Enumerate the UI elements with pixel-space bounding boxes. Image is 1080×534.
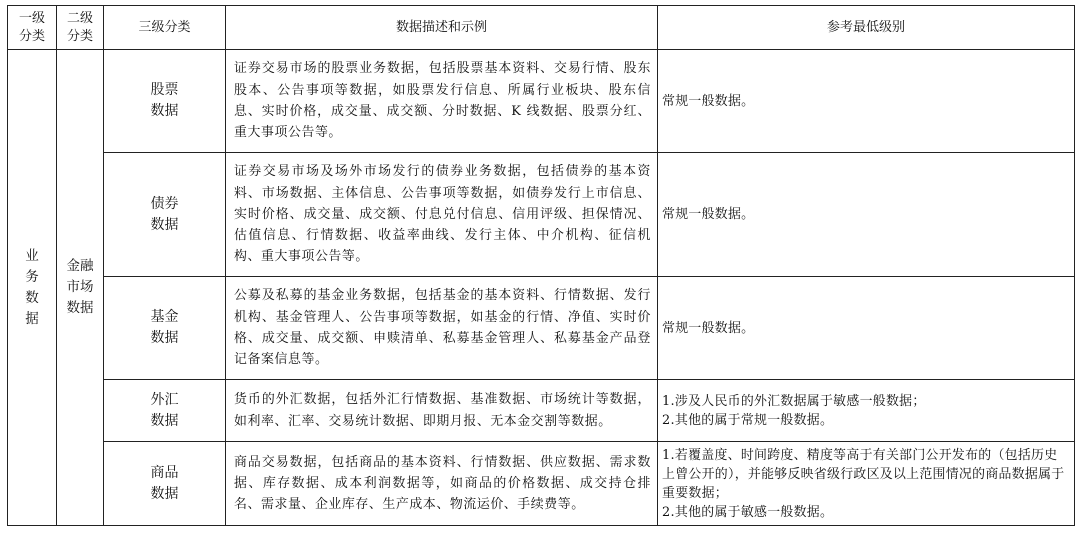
reference-cell: 常规一般数据。 [658, 277, 1075, 380]
table-row [8, 153, 1075, 277]
category-cell: 基金数据 [104, 277, 226, 380]
category-cell: 商品数据 [104, 442, 226, 526]
category-cell: 外汇数据 [104, 380, 226, 442]
description-cell: 证券交易市场及场外市场发行的债券业务数据，包括债券的基本资料、市场数据、主体信息、公告事项等数据，如债券发行上市信息、实时价格、成交量、成交额、付息兑付信息、信用评级、担保情况、估值信息、行情数据、收益率曲线、发行主体、中介机构、征信机构、重大事项公告等。 [226, 153, 658, 277]
level1-cell: 业务数据 [8, 50, 57, 526]
description-cell: 证券交易市场的股票业务数据，包括股票基本资料、交易行情、股东股本、公告事项等数据，如股票发行信息、所属行业板块、股东信息、实时价格，成交量、成交额、分时数据、K 线数据、股票分红、重大事项公告等。 [226, 50, 658, 153]
description-cell: 货币的外汇数据，包括外汇行情数据、基准数据、市场统计等数据，如利率、汇率、交易统计数据、即期月报、无本金交割等数据。 [226, 380, 658, 442]
reference-cell: 常规一般数据。 [658, 50, 1075, 153]
header-row [8, 6, 1075, 50]
reference-cell: 常规一般数据。 [658, 153, 1075, 277]
header-level3: 三级分类 [104, 6, 226, 50]
table-row [8, 50, 1075, 153]
header-level1: 一级分类 [8, 6, 57, 50]
reference-cell: 1.若覆盖度、时间跨度、精度等高于有关部门公开发布的（包括历史上曾公开的），并能够反映省级行政区及以上范围情况的商品数据属于重要数据； 2.其他的属于敏感一般数据。 [658, 442, 1075, 526]
category-cell: 股票数据 [104, 50, 226, 153]
category-cell: 债券数据 [104, 153, 226, 277]
header-description: 数据描述和示例 [226, 6, 658, 50]
description-cell: 商品交易数据，包括商品的基本资料、行情数据、供应数据、需求数据、库存数据、成本利润数据等，如商品的价格数据、成交持仓排名、需求量、企业库存、生产成本、物流运价、手续费等。 [226, 442, 658, 526]
data-classification-table [7, 5, 1075, 526]
header-reference: 参考最低级别 [658, 6, 1075, 50]
reference-cell: 1.涉及人民币的外汇数据属于敏感一般数据； 2.其他的属于常规一般数据。 [658, 380, 1075, 442]
header-level2: 二级分类 [57, 6, 104, 50]
table-row [8, 277, 1075, 380]
description-cell: 公募及私募的基金业务数据，包括基金的基本资料、行情数据、发行机构、基金管理人、公告事项等数据，如基金的行情、净值、实时价格、成交量、成交额、申赎清单、私募基金管理人、私募基金产品登记备案信息等。 [226, 277, 658, 380]
table-row [8, 380, 1075, 442]
table-row [8, 442, 1075, 526]
level2-cell: 金融市场数据 [57, 50, 104, 526]
